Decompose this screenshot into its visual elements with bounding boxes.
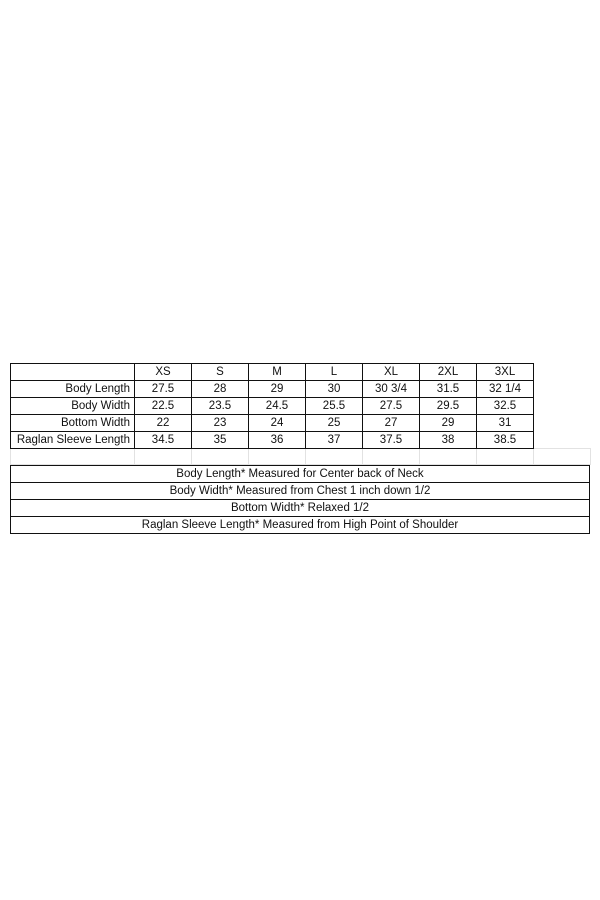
table-header-row — [11, 364, 591, 381]
note-bottom-width: Bottom Width* Relaxed 1/2 — [11, 500, 590, 517]
row-label: Body Width — [11, 398, 135, 415]
table-cell: 38 — [420, 432, 477, 449]
note-row — [11, 483, 590, 500]
row-label: Bottom Width — [11, 415, 135, 432]
table-cell: 30 — [306, 381, 363, 398]
table-row — [11, 398, 591, 415]
table-cell: 27.5 — [135, 381, 192, 398]
table-cell: 22 — [135, 415, 192, 432]
table-cell: 27.5 — [363, 398, 420, 415]
note-body-length: Body Length* Measured for Center back of Neck — [11, 466, 590, 483]
header-cell-xs: XS — [135, 364, 192, 381]
table-cell: 24.5 — [249, 398, 306, 415]
table-cell: 37 — [306, 432, 363, 449]
empty-cell — [306, 449, 363, 465]
note-row — [11, 466, 590, 483]
table-cell: 30 3/4 — [363, 381, 420, 398]
note-body-width: Body Width* Measured from Chest 1 inch down 1/2 — [11, 483, 590, 500]
measurement-notes-table — [10, 465, 590, 534]
table-cell: 23 — [192, 415, 249, 432]
table-cell: 24 — [249, 415, 306, 432]
empty-cell — [192, 449, 249, 465]
header-cell-xl: XL — [363, 364, 420, 381]
empty-cell — [534, 415, 591, 432]
table-row — [11, 415, 591, 432]
empty-cell — [135, 449, 192, 465]
table-cell: 35 — [192, 432, 249, 449]
size-chart-table — [10, 363, 591, 465]
table-cell: 34.5 — [135, 432, 192, 449]
table-cell: 32.5 — [477, 398, 534, 415]
table-row — [11, 381, 591, 398]
header-cell-s: S — [192, 364, 249, 381]
row-label: Raglan Sleeve Length — [11, 432, 135, 449]
empty-cell — [534, 398, 591, 415]
table-cell: 37.5 — [363, 432, 420, 449]
table-cell: 25.5 — [306, 398, 363, 415]
table-cell: 38.5 — [477, 432, 534, 449]
table-cell: 32 1/4 — [477, 381, 534, 398]
header-cell-2xl: 2XL — [420, 364, 477, 381]
table-cell: 28 — [192, 381, 249, 398]
table-cell: 29.5 — [420, 398, 477, 415]
row-label: Body Length — [11, 381, 135, 398]
table-row — [11, 432, 591, 449]
spacer-row — [11, 449, 591, 465]
empty-cell — [420, 449, 477, 465]
header-cell-corner — [11, 364, 135, 381]
header-cell-m: M — [249, 364, 306, 381]
empty-cell — [11, 449, 135, 465]
table-cell: 27 — [363, 415, 420, 432]
size-chart-sheet — [10, 363, 590, 534]
header-cell-l: L — [306, 364, 363, 381]
note-row — [11, 517, 590, 534]
empty-cell — [534, 364, 591, 381]
table-cell: 22.5 — [135, 398, 192, 415]
empty-cell — [534, 449, 591, 465]
empty-cell — [534, 381, 591, 398]
empty-cell — [249, 449, 306, 465]
header-cell-3xl: 3XL — [477, 364, 534, 381]
table-cell: 29 — [420, 415, 477, 432]
empty-cell — [477, 449, 534, 465]
note-row — [11, 500, 590, 517]
empty-cell — [534, 432, 591, 449]
table-cell: 29 — [249, 381, 306, 398]
table-cell: 23.5 — [192, 398, 249, 415]
table-cell: 31 — [477, 415, 534, 432]
table-cell: 31.5 — [420, 381, 477, 398]
empty-cell — [363, 449, 420, 465]
table-cell: 25 — [306, 415, 363, 432]
note-raglan-sleeve-length: Raglan Sleeve Length* Measured from High Point of Shoulder — [11, 517, 590, 534]
table-cell: 36 — [249, 432, 306, 449]
